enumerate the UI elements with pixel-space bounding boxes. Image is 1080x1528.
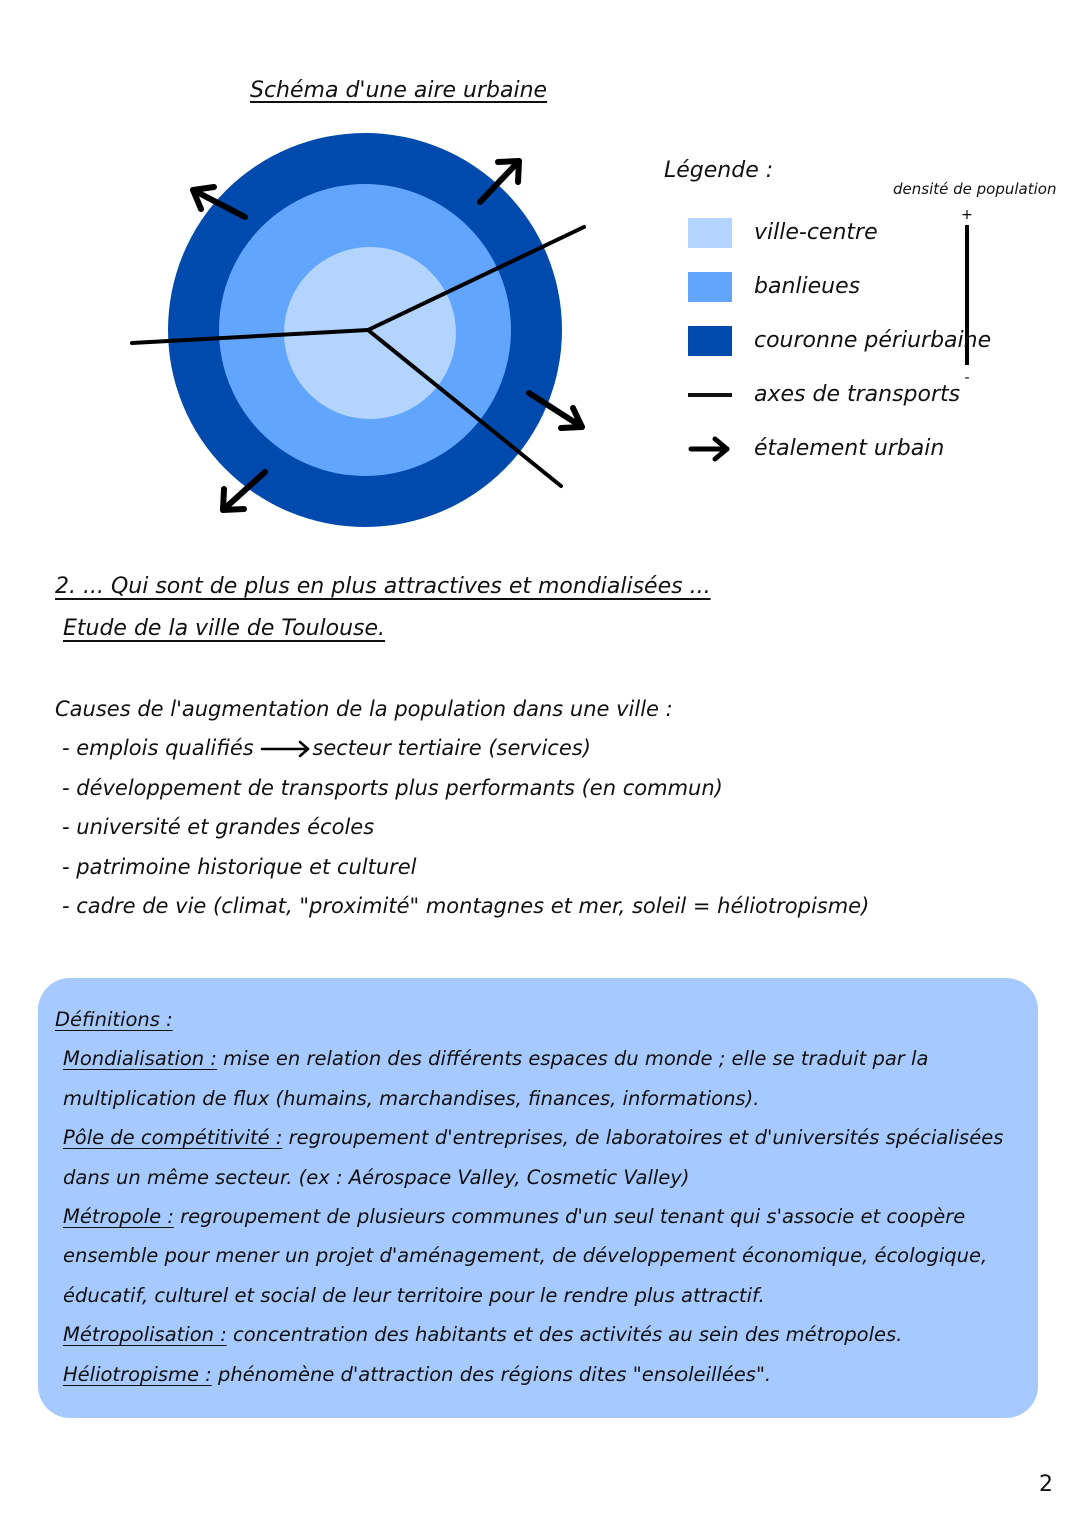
legend-label: couronne périurbaine [754, 328, 992, 353]
cause-text: - emplois qualifiés [62, 736, 261, 760]
legend-item-couronne [688, 326, 992, 356]
section-heading: 2. ... Qui sont de plus en plus attractives et mondialisées ... [55, 574, 711, 599]
definitions-box [38, 978, 1038, 1418]
cause-result: secteur tertiaire (services) [312, 736, 591, 760]
definition-term: Métropolisation : [63, 1323, 227, 1347]
definition-item [55, 1197, 1020, 1315]
section-subheading: Etude de la ville de Toulouse. [63, 616, 386, 641]
density-plus: + [961, 207, 973, 223]
arrow-right-icon [688, 434, 732, 464]
legend-label: banlieues [754, 274, 861, 299]
list-item: - université et grandes écoles [62, 815, 375, 839]
definitions-title: Définitions : [55, 1008, 173, 1031]
line-icon [688, 380, 732, 410]
definition-term: Héliotropisme : [63, 1362, 212, 1386]
definition-text: mise en relation des différents espaces du monde ; elle se traduit par la multiplication de flux (humains, marchandises, finances, informations). [63, 1047, 929, 1110]
long-arrow-icon [260, 740, 312, 758]
causes-list [62, 736, 869, 934]
density-minus: - [964, 370, 970, 385]
page-number: 2 [1039, 1472, 1053, 1497]
legend-label: étalement urbain [754, 436, 945, 461]
definition-item [55, 1315, 1020, 1354]
diagram-title: Schéma d'une aire urbaine [250, 78, 548, 103]
ville-centre-swatch [688, 218, 732, 248]
definition-term: Mondialisation : [63, 1047, 217, 1071]
legend-item-etalement [688, 434, 945, 464]
causes-title: Causes de l'augmentation de la population dans une ville : [55, 697, 673, 721]
definition-item [55, 1118, 1020, 1197]
legend-item-axes [688, 380, 961, 410]
density-scale [948, 205, 988, 385]
definition-text: phénomène d'attraction des régions dites "ensoleillées". [211, 1362, 772, 1386]
legend-label: axes de transports [754, 382, 961, 407]
list-item [62, 736, 869, 776]
list-item: - cadre de vie (climat, "proximité" montagnes et mer, soleil = héliotropisme) [62, 894, 870, 918]
definition-text: regroupement de plusieurs communes d'un seul tenant qui s'associe et coopère ensemble pour mener un projet d'aménagement, de développement économique, écologique, éducatif, culturel et social de leur territoire pour le rendre plus attractif. [63, 1205, 988, 1307]
definition-text: concentration des habitants et des activités au sein des métropoles. [226, 1323, 903, 1347]
couronne-swatch [688, 326, 732, 356]
list-item: - développement de transports plus performants (en commun) [62, 775, 723, 800]
legend-item-banlieues [688, 272, 861, 302]
urban-area-diagram [0, 0, 620, 540]
list-item: - patrimoine historique et culturel [62, 854, 417, 879]
banlieues-swatch [688, 272, 732, 302]
definition-term: Pôle de compétitivité : [63, 1126, 283, 1150]
legend-label: ville-centre [754, 220, 878, 245]
definition-item [55, 1039, 1020, 1118]
legend-title: Légende : [664, 158, 774, 183]
legend-item-ville-centre [688, 218, 878, 248]
definition-term: Métropole : [63, 1205, 174, 1229]
density-label: densité de population [893, 180, 1057, 198]
definition-text: regroupement d'entreprises, de laboratoires et d'universités spécialisées dans un même secteur. (ex : Aérospace Valley, Cosmetic Valley) [63, 1126, 1004, 1189]
definition-item [55, 1355, 1020, 1394]
